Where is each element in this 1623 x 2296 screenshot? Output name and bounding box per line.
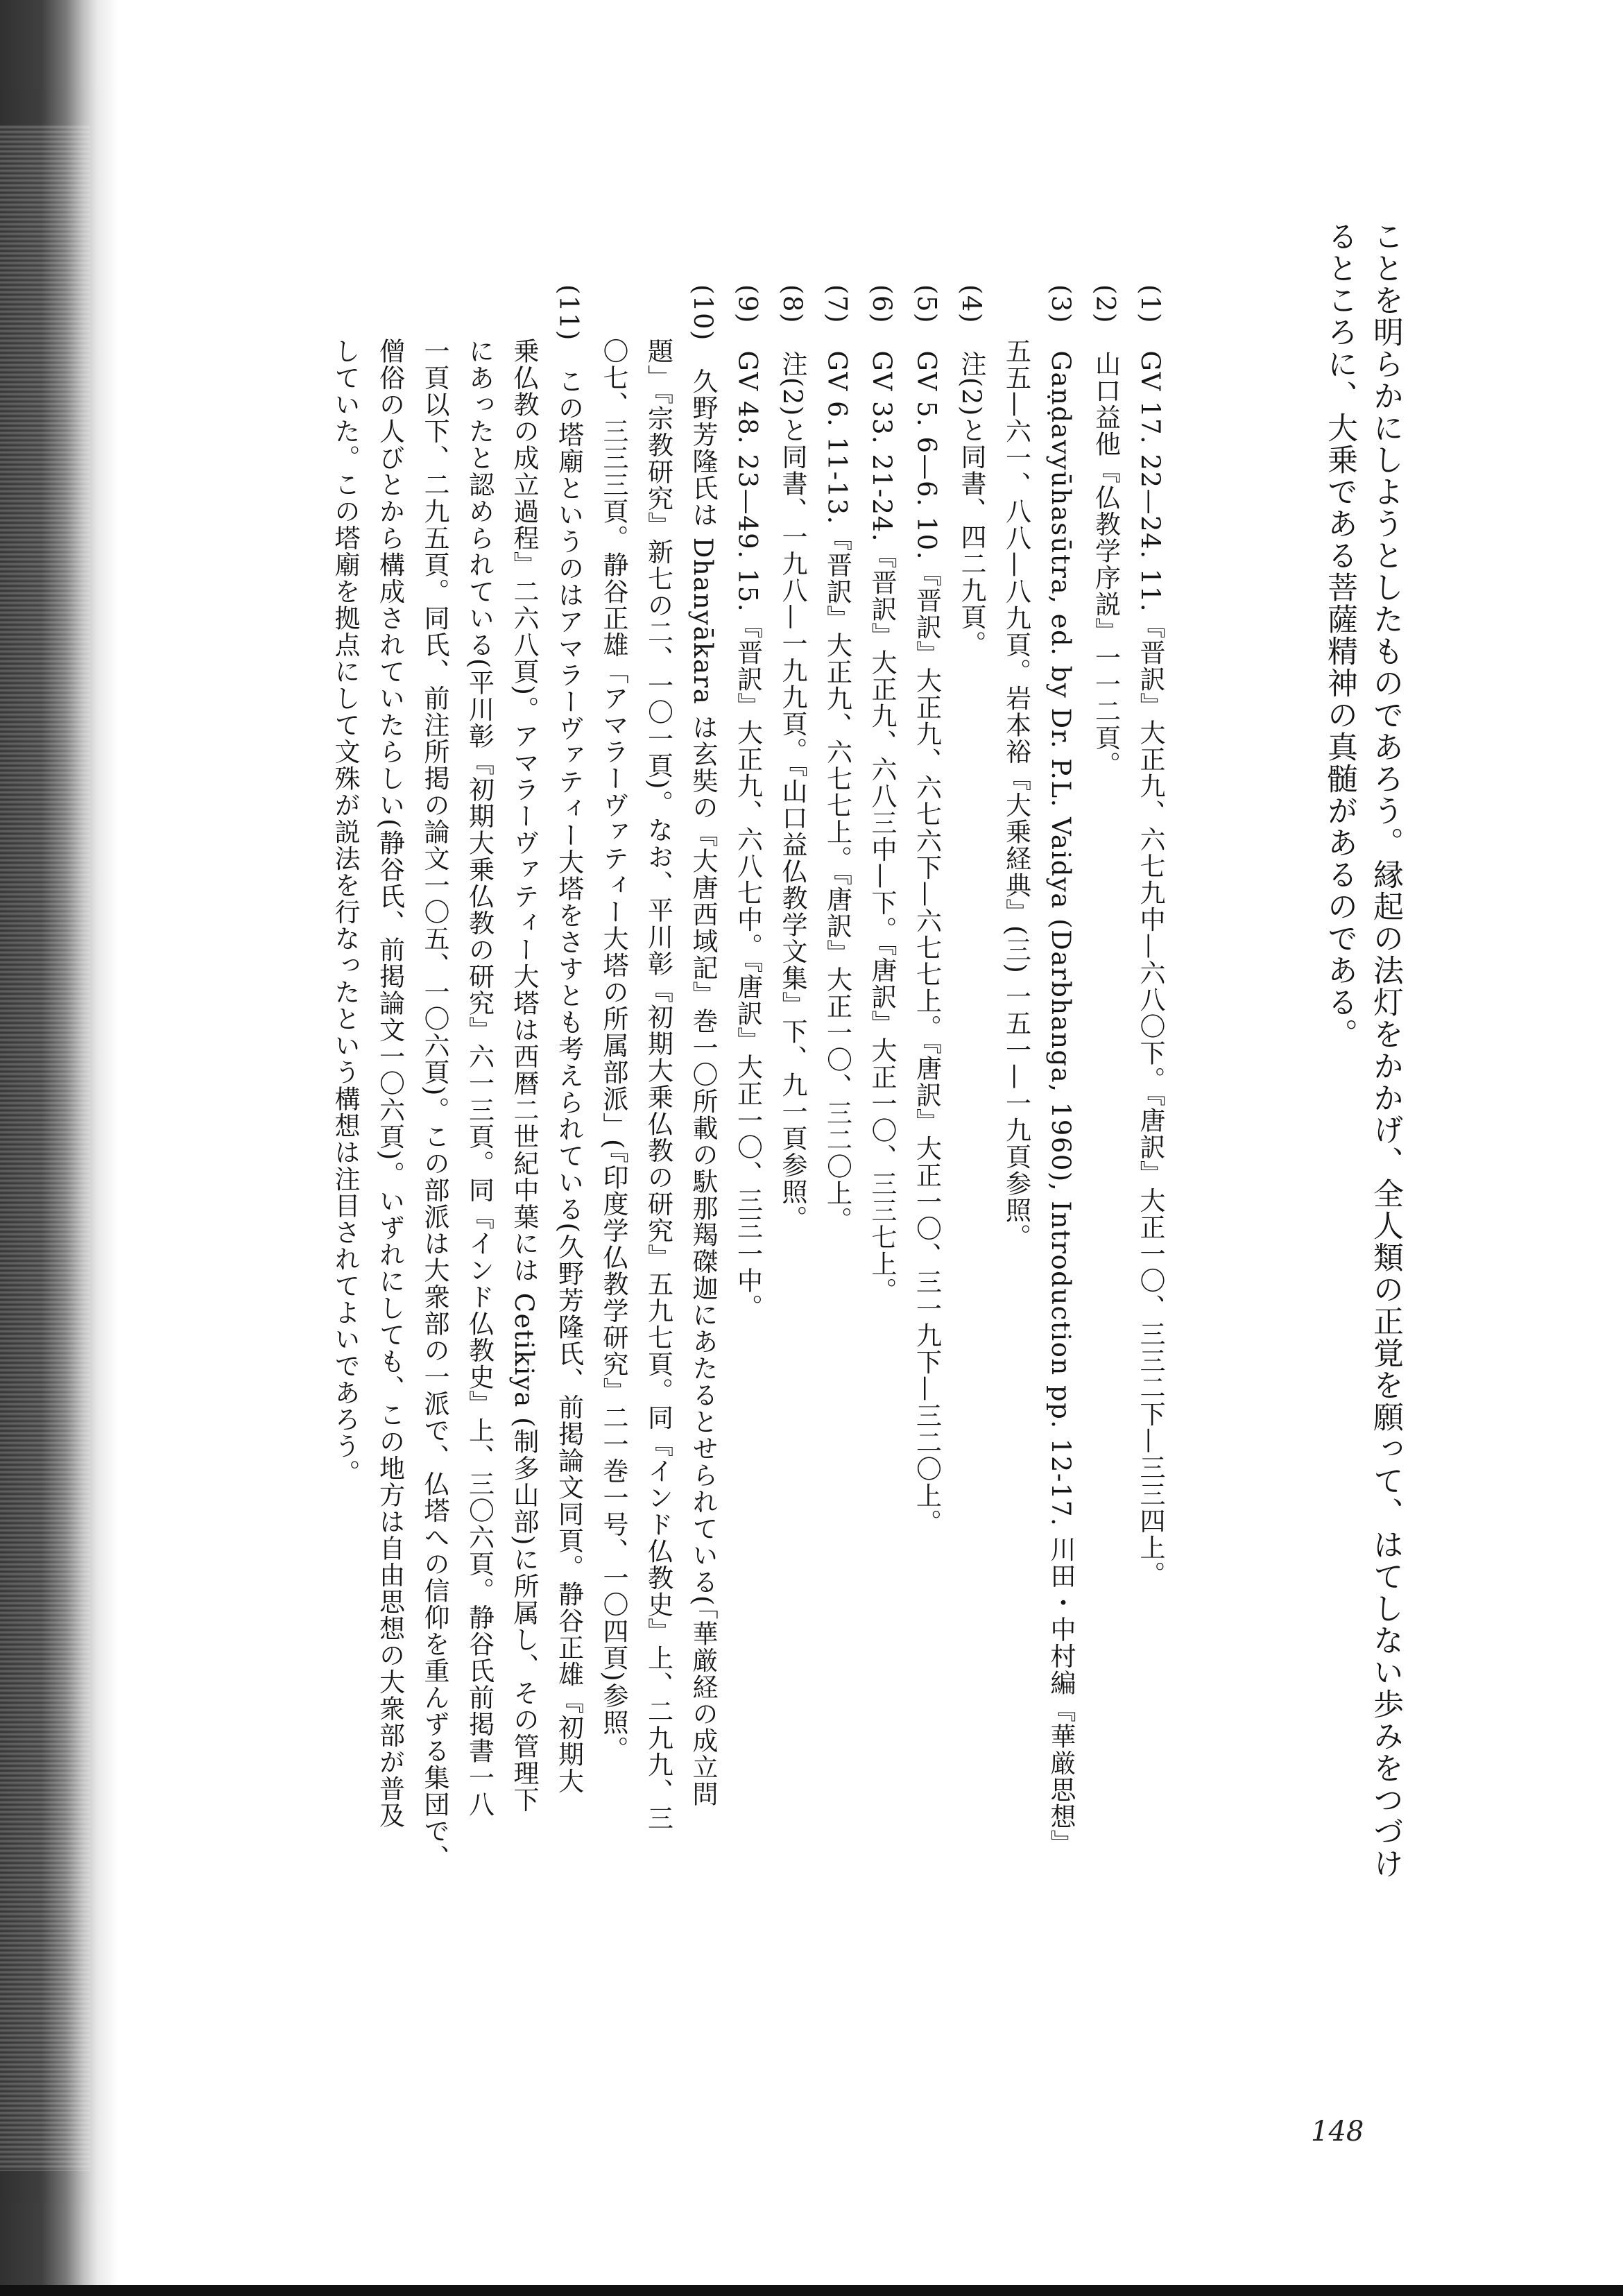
note-10-cont: 題」『宗教研究』新七の二、一〇一頁)。なお、平川彰『初期大乗仏教の研究』五九七頁。同『インド仏教史』上、二九九、三 (643, 284, 673, 1832)
note-11-cont: にあったと認められている(平川彰『初期大乗仏教の研究』六一三頁。同『インド仏教史』上、三〇六頁。静谷氏前掲書一八 (464, 284, 495, 1818)
body-text (1316, 221, 1408, 2093)
note-6: (6) GV 33. 21-24.『晋訳』大正九、六八三中—下。『唐訳』大正一〇、三三七上。 (867, 284, 897, 1304)
note-11: (11) この塔廟というのはアマラーヴァティー大塔をさすとも考えられている(久野芳隆氏、前掲論文同頁。静谷正雄『初期大 (553, 284, 584, 1794)
note-8: (8) 注(2)と同書、一九八—一九九頁。『山口益仏教学文集』下、九一頁参照。 (778, 284, 807, 1232)
note-11-cont: 乗仏教の成立過程』二六八頁)。アマラーヴァティー大塔は西暦二世紀中葉には Cetikiya (制多山部)に所属し、その管理下 (509, 284, 539, 1813)
scan-bottom-edge (0, 2285, 1623, 2296)
note-11-cont: 僧俗の人びとから構成されていたらしい(静谷氏、前掲論文一〇六頁)。いずれにしても、この地方は自由思想の大衆部が普及 (375, 284, 405, 1829)
note-10-cont: 〇七、三三三頁。静谷正雄「アマラーヴァティー大塔の所属部派」(『印度学仏教学研究』二一巻一号、一〇四頁)参照。 (599, 284, 628, 1763)
note-7: (7) GV 6. 11-13.『晋訳』大正九、六七七上。『唐訳』大正一〇、三二〇上。 (822, 284, 852, 1233)
note-11-cont: 一頁以下、二九五頁。同氏、前注所掲の論文一〇五、一〇六頁)。この部派は大衆部の一派で、仏塔への信仰を重んずる集団で、 (420, 284, 449, 1871)
page-number: 148 (1311, 2116, 1364, 2148)
note-3-cont: 五五—六一、八八—八九頁。岩本裕『大乗経典』(三) 一五一—一九頁参照。 (1001, 284, 1031, 1251)
note-9: (9) GV 48. 23—49. 15.『晋訳』大正九、六八七中。『唐訳』大正一〇、三三一中。 (732, 284, 763, 1321)
note-3: (3) Gaṇḍavyūhasūtra, ed. by Dr. P.L. Vaidya (Darbhanga, 1960), Introduction pp. 12-17. 川田・中村編『華厳思想』 (1046, 284, 1076, 1857)
binding-edge-shadow (0, 0, 118, 2296)
body-line: るところに、大乗である菩薩精神の真髄があるのである。 (1322, 221, 1357, 1050)
note-11-cont: していた。この塔廟を拠点にして文殊が説法を行なったという構想は注目されてよいであろう。 (330, 284, 360, 1487)
endnotes (323, 284, 1173, 2123)
note-1: (1) GV 17. 22—24. 11.『晋訳』大正九、六七九中—六八〇下。『唐訳』大正一〇、三三二下—三三四上。 (1135, 284, 1165, 1588)
body-line: ことを明らかにしようとしたものであろう。縁起の法灯をかかげ、全人類の正覚を願って、はてしない歩みをつづけ (1368, 221, 1403, 1880)
note-10: (10) 久野芳隆氏は Dhanyākara は玄奘の『大唐西域記』巻一〇所載の馱那羯磔迦にあたるとせられている(「華厳経の成立問 (688, 284, 718, 1808)
note-5: (5) GV 5. 6—6. 10.『晋訳』大正九、六七六下—六七七上。『唐訳』大正一〇、三一九下—三二〇上。 (911, 284, 942, 1536)
note-2: (2) 山口益他『仏教学序説』一一二頁。 (1090, 284, 1121, 778)
note-4: (4) 注(2)と同書、四二九頁。 (956, 284, 986, 658)
